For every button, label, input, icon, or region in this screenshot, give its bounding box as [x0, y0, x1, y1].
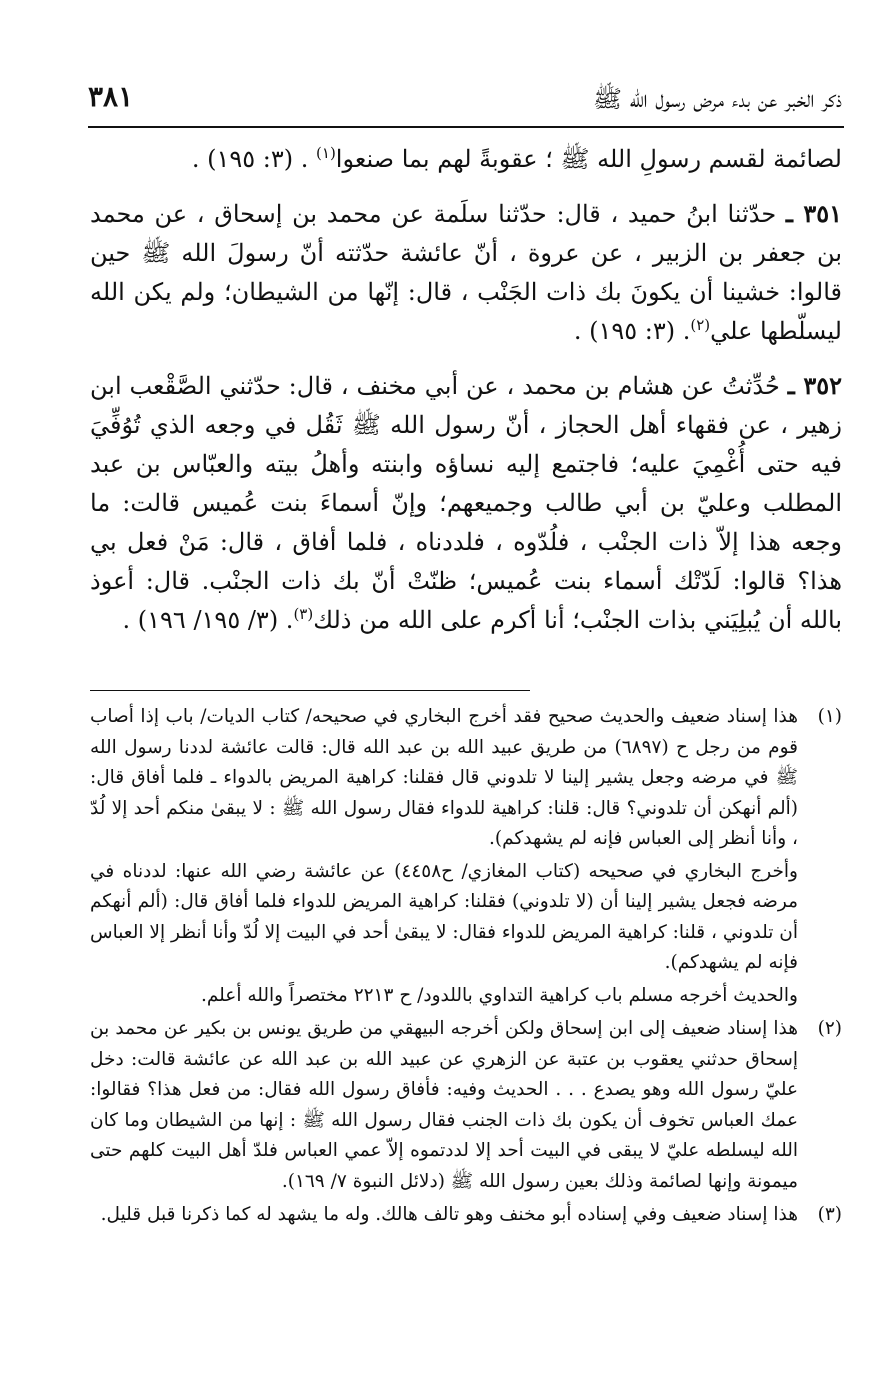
footnote-paragraph: والحديث أخرجه مسلم باب كراهية التداوي باللدود/ ح ٢٢١٣ مختصراً والله أعلم. [200, 984, 798, 1006]
hadith-text-352: حُدِّثتُ عن هشام بن محمد ، عن أبي مخنف ، قال: حدّثني الصَّقْعب ابن زهير ، عن فقهاء أهل الحجاز ، أنّ رسول الله ﷺ ثَقُل في وجعه الذي تُوُفِّيَ فيه حتى أُغْمِيَ عليه؛ فاجتمع إليه نساؤه وابنته وأهلُ بيته والعبّاس بن عبد المطلب وعليّ بن أبي طالب وجميعهم؛ وإنّ أسماءَ بنت عُميس قالت: ما وجعه هذا إلاّ ذات الجنْب ، فلُدّوه ، فلددناه ، فلما أفاق ، قال: مَنْ فعل بي هذا؟ قالوا: لَدّتْك أسماء بنت عُميس؛ ظنّتْ أنّ بك ذات الجنْب. قال: أعوذ بالله أن يُبلِيَني بذات الجنْب؛ أنا أكرم على الله من ذلك [90, 372, 842, 634]
intro-text: لصائمة لقسم رسولِ الله ﷺ ؛ عقوبةً لهم بما صنعوا [335, 145, 842, 173]
footnote-1 [90, 702, 842, 1013]
footnote-ref-3: (٣) [293, 605, 314, 623]
paragraph-352 [90, 366, 842, 640]
header-rule [88, 126, 844, 128]
paragraph-intro [90, 140, 842, 179]
footnote-number: (٢) [817, 1018, 842, 1039]
paragraph-351 [90, 194, 842, 351]
running-header [88, 78, 842, 120]
footnote-body [90, 1014, 798, 1199]
source-ref-352: . (٣/ ١٩٥/ ١٩٦) . [122, 606, 294, 634]
footnote-body [90, 702, 798, 1013]
footnote-paragraph: وأخرج البخاري في صحيحه (كتاب المغازي/ ح٤٤٥٨) عن عائشة رضي الله عنها: لددناه في مرضه فجعل يشير إلينا أن (لا تلدوني) فقلنا: كراهية المريض للدواء فلما أفاق قال: (ألم أنهكم أن تلدوني ، قلنا: كراهية المريض للدواء فقال: لا يبقىٰ أحد في البيت إلا لُدّ وأنا أنظر إلا العباس فإنه لم يشهدكم). [90, 860, 798, 973]
footnote-paragraph: هذا إسناد ضعيف والحديث صحيح فقد أخرج البخاري في صحيحه/ كتاب الديات/ باب إذا أصاب قوم من رجل ح (٦٨٩٧) من طريق عبيد الله بن عبد الله قال: قالت عائشة لددنا رسول الله ﷺ في مرضه وجعل يشير إلينا لا تلدوني قال فقلنا: كراهية المريض بالدواء ـ فلما أفاق قال: (ألم أنهكن أن تلدوني؟ قال: قلنا: كراهية للدواء فقال رسول الله ﷺ : لا يبقىٰ منكم أحد إلا لُدّ ، وأنا أنظر إلى العباس فإنه لم يشهدكم). [90, 706, 798, 849]
footnote-paragraph: هذا إسناد ضعيف وفي إسناده أبو مخنف وهو تالف هالك. وله ما يشهد له كما ذكرنا قبل قليل. [100, 1204, 798, 1225]
hadith-number-351: ٣٥١ ـ [785, 199, 842, 228]
main-text [90, 140, 842, 655]
intro-source-ref: . (٣: ١٩٥) . [191, 145, 317, 173]
page-number: ٣٨١ [88, 80, 134, 113]
footnote-number: (١) [817, 706, 842, 727]
chapter-title: ذكر الخبر عن بدء مرض رسول الله ﷺ [593, 85, 842, 113]
footnote-paragraph: هذا إسناد ضعيف إلى ابن إسحاق ولكن أخرجه البيهقي من طريق يونس بن بكير عن محمد بن إسحاق حدثني يعقوب بن عتبة عن الزهري عن عبيد الله بن عبد الله عن عائشة قالت: دخل عليّ رسول الله وهو يصدع . . . الحديث وفيه: فأفاق رسول الله فقال: من فعل هذا؟ فقالوا: عمك العباس تخوف أن يكون بك ذات الجنب فقال رسول الله ﷺ : إنها من الشيطان وما كان الله ليسلطه عليّ لا يبقى في البيت أحد إلا لددتموه إلاّ عمي العباس فلدّ أهل البيت كلهم حتى ميمونة وإنها لصائمة وذلك بعين رسول الله ﷺ (دلائل النبوة ٧/ ١٦٩). [90, 1018, 798, 1192]
footnote-2 [90, 1014, 842, 1199]
footnote-number: (٣) [817, 1204, 842, 1225]
footnote-separator [90, 690, 530, 691]
hadith-number-352: ٣٥٢ ـ [787, 371, 843, 400]
footnote-ref-2: (٢) [690, 316, 711, 334]
footnotes [90, 702, 842, 1234]
footnote-ref-1: (١) [316, 144, 336, 162]
footnote-body [90, 1200, 798, 1233]
hadith-text-351: حدّثنا ابنُ حميد ، قال: حدّثنا سلَمة عن محمد بن إسحاق ، عن محمد بن جعفر بن الزبير ، عن عروة ، أنّ عائشة حدّثته أنّ رسولَ الله ﷺ حين قالوا: خشينا أن يكونَ بك ذات الجَنْب ، قال: إنّها من الشيطان؛ ولم يكن الله ليسلّطها علي [90, 200, 843, 345]
footnote-3 [90, 1200, 842, 1233]
source-ref-351: . (٣: ١٩٥) . [573, 317, 691, 345]
